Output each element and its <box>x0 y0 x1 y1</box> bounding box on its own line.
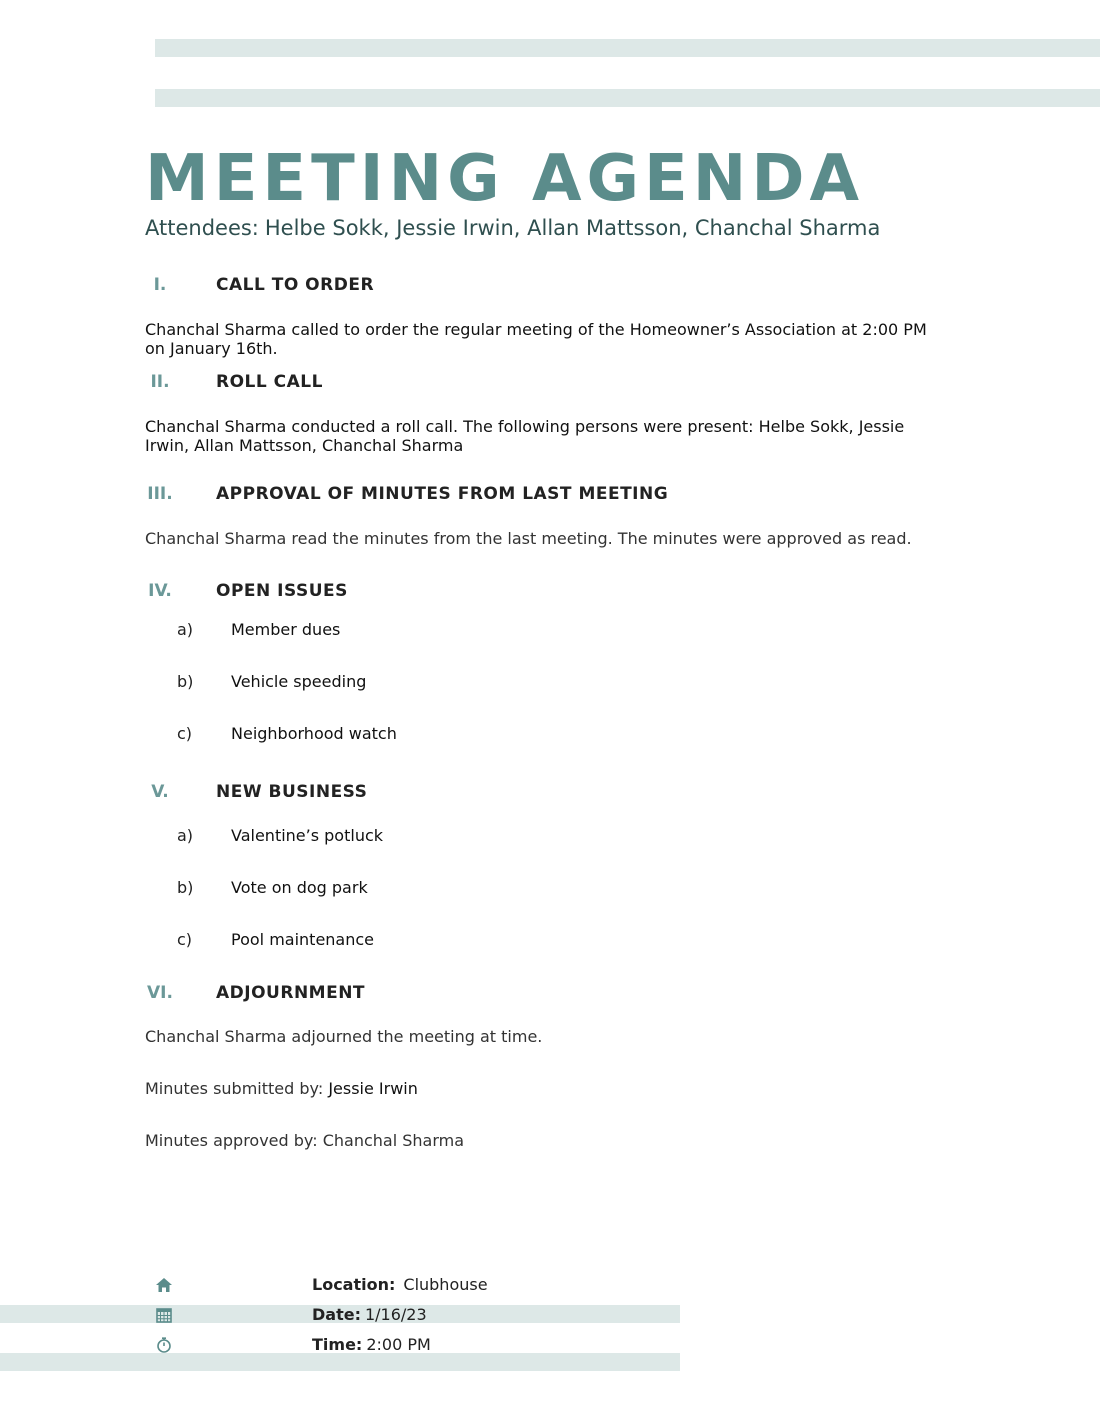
list-item-text: Valentine’s potluck <box>231 826 384 845</box>
section-title: CALL TO ORDER <box>216 275 375 295</box>
section-title: ADJOURNMENT <box>216 983 366 1003</box>
list-item-label: b) <box>177 878 194 897</box>
section-heading-approval <box>0 482 1000 506</box>
date-label <box>312 1304 427 1326</box>
footer-location-row <box>0 1274 680 1296</box>
minutes-submitted-name: Jessie Irwin <box>328 1079 418 1098</box>
section-number: IV. <box>148 581 172 601</box>
list-item <box>0 619 700 641</box>
section-title: APPROVAL OF MINUTES FROM LAST MEETING <box>216 484 669 504</box>
attendees-list: Helbe Sokk, Jessie Irwin, Allan Mattsson, Chanchal Sharma <box>264 216 881 240</box>
section-title: NEW BUSINESS <box>216 782 368 802</box>
section-heading-roll-call <box>0 370 1000 394</box>
list-item <box>0 825 700 847</box>
list-item-label: c) <box>177 724 193 743</box>
section-number: I. <box>153 275 167 295</box>
list-item-text: Pool maintenance <box>231 930 375 949</box>
list-item-text: Vehicle speeding <box>231 672 367 691</box>
minutes-approved-label: Minutes approved by: <box>145 1131 318 1150</box>
section-text-call-to-order: Chanchal Sharma called to order the regular meeting of the Homeowner’s Association at 2:00 PM on January 16th. <box>145 320 927 358</box>
footer-time-row <box>0 1334 680 1356</box>
section-number: VI. <box>147 983 173 1003</box>
list-item-text: Member dues <box>231 620 341 639</box>
attendees-label: Attendees: <box>145 216 259 240</box>
section-number: V. <box>151 782 169 802</box>
home-icon <box>155 1277 173 1293</box>
time-label <box>312 1334 431 1356</box>
list-item-label: b) <box>177 672 194 691</box>
section-text-roll-call: Chanchal Sharma conducted a roll call. The following persons were present: Helbe Sokk, Jessie Irwin, Allan Mattsson, Chanchal Sharma <box>145 417 905 455</box>
top-band-1 <box>155 39 1100 57</box>
calendar-icon <box>155 1307 173 1323</box>
section-heading-call-to-order <box>0 273 1000 297</box>
section-title: ROLL CALL <box>216 372 323 392</box>
top-band-2 <box>155 89 1100 107</box>
list-item-label: c) <box>177 930 193 949</box>
section-text-adjournment: Chanchal Sharma adjourned the meeting at time. <box>145 1027 543 1046</box>
list-item <box>0 723 700 745</box>
list-item-label: a) <box>177 826 194 845</box>
section-number: III. <box>147 484 173 504</box>
section-heading-adjournment <box>0 981 1000 1005</box>
list-item <box>0 929 700 951</box>
page-title: MEETING AGENDA <box>145 142 864 216</box>
location-value: Clubhouse <box>403 1275 488 1294</box>
time-value: 2:00 PM <box>366 1335 431 1354</box>
section-title: OPEN ISSUES <box>216 581 348 601</box>
date-label-text: Date: <box>312 1305 361 1324</box>
section-text-approval: Chanchal Sharma read the minutes from the last meeting. The minutes were approved as read. <box>145 529 912 548</box>
minutes-submitted <box>145 1079 945 1098</box>
minutes-submitted-label: Minutes submitted by: <box>145 1079 324 1098</box>
minutes-approved-name: Chanchal Sharma <box>322 1131 465 1150</box>
section-heading-new-business <box>0 780 1000 804</box>
footer-date-row <box>0 1304 680 1326</box>
minutes-approved <box>145 1131 945 1150</box>
list-item-text: Vote on dog park <box>231 878 368 897</box>
section-number: II. <box>150 372 170 392</box>
list-item-text: Neighborhood watch <box>231 724 397 743</box>
list-item-label: a) <box>177 620 194 639</box>
date-value: 1/16/23 <box>364 1305 427 1324</box>
list-item <box>0 671 700 693</box>
time-label-text: Time: <box>312 1335 363 1354</box>
list-item <box>0 877 700 899</box>
attendees-line <box>145 216 880 240</box>
stopwatch-icon <box>155 1337 173 1353</box>
location-label-text: Location: <box>312 1275 396 1294</box>
section-heading-open-issues <box>0 579 1000 603</box>
location-label <box>312 1274 488 1296</box>
